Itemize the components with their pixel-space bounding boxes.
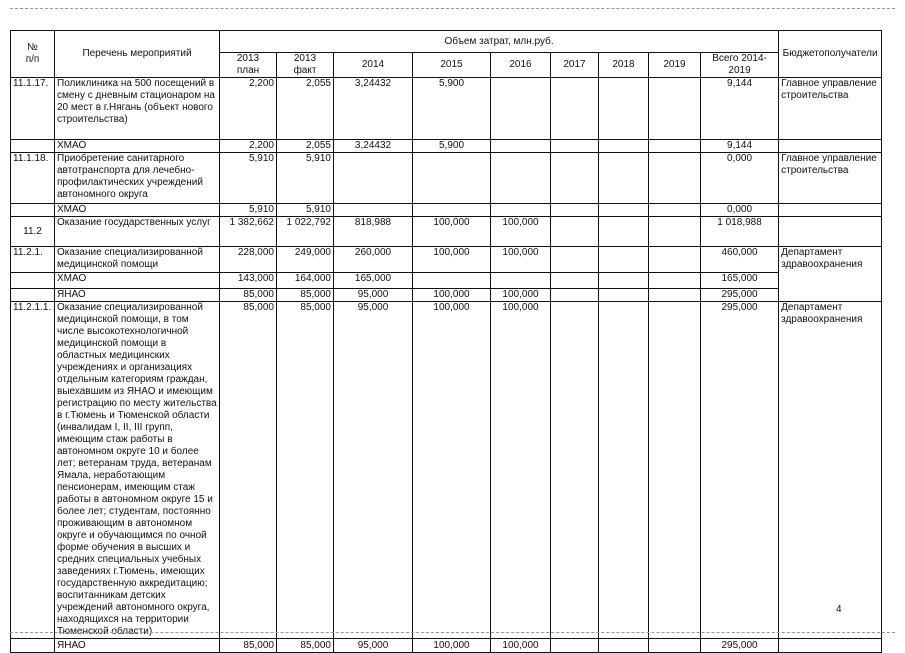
cell-fact: 2,055 — [277, 78, 334, 140]
cell-fact: 164,000 — [277, 273, 334, 289]
cell-2019 — [649, 217, 701, 247]
cell-2015: 100,000 — [413, 639, 491, 653]
cell-recipient — [779, 217, 882, 247]
cell-2018 — [599, 140, 649, 153]
table-row — [11, 289, 882, 302]
cell-2016: 100,000 — [491, 302, 551, 639]
cell-2019 — [649, 289, 701, 302]
col-2015: 2015 — [413, 53, 491, 78]
cell-2015 — [413, 273, 491, 289]
row-name: Приобретение санитарного автотранспорта для лечебно-профилактических учреждений автономного округа — [55, 153, 220, 204]
cell-plan: 2,200 — [220, 140, 277, 153]
row-number: 11.1.18. — [11, 153, 55, 204]
page-number: 4 — [836, 604, 842, 615]
cell-plan: 85,000 — [220, 302, 277, 639]
cell-total: 295,000 — [701, 639, 779, 653]
table-row — [11, 302, 882, 639]
cell-2014: 165,000 — [334, 273, 413, 289]
cell-2017 — [551, 289, 599, 302]
col-2013-fact: 2013 факт — [277, 53, 334, 78]
table-row — [11, 78, 882, 140]
row-name: Оказание государственных услуг — [55, 217, 220, 247]
row-number: 11.2.1. — [11, 247, 55, 273]
cell-2018 — [599, 639, 649, 653]
cell-fact: 85,000 — [277, 302, 334, 639]
cell-2017 — [551, 273, 599, 289]
table-row — [11, 204, 882, 217]
cell-2014: 260,000 — [334, 247, 413, 273]
cell-total: 295,000 — [701, 289, 779, 302]
cell-2019 — [649, 302, 701, 639]
cell-2019 — [649, 639, 701, 653]
cell-plan: 5,910 — [220, 153, 277, 204]
cell-fact: 85,000 — [277, 639, 334, 653]
table-row — [11, 639, 882, 653]
cell-2016 — [491, 153, 551, 204]
cell-plan: 228,000 — [220, 247, 277, 273]
cell-2017 — [551, 639, 599, 653]
cell-2018 — [599, 153, 649, 204]
cell-total: 295,000 — [701, 302, 779, 639]
row-name: ЯНАО — [55, 639, 220, 653]
cell-2019 — [649, 247, 701, 273]
cell-plan: 5,910 — [220, 204, 277, 217]
col-2014: 2014 — [334, 53, 413, 78]
table-row — [11, 247, 882, 273]
cell-2014 — [334, 204, 413, 217]
cell-2016: 100,000 — [491, 247, 551, 273]
cell-2014: 95,000 — [334, 302, 413, 639]
row-number — [11, 273, 55, 289]
cell-2014: 95,000 — [334, 289, 413, 302]
row-number: 11.2 — [11, 217, 55, 247]
col-num-header: № п/п — [11, 31, 55, 78]
cell-2017 — [551, 302, 599, 639]
cell-recipient — [779, 204, 882, 217]
cell-2017 — [551, 247, 599, 273]
col-2013-plan: 2013 план — [220, 53, 277, 78]
col-2019: 2019 — [649, 53, 701, 78]
col-2016: 2016 — [491, 53, 551, 78]
row-number — [11, 289, 55, 302]
top-scan-line — [10, 8, 895, 9]
cell-2016 — [491, 78, 551, 140]
cell-total: 9,144 — [701, 78, 779, 140]
table-row — [11, 140, 882, 153]
cell-2019 — [649, 153, 701, 204]
table-row — [11, 273, 882, 289]
cell-2015: 100,000 — [413, 302, 491, 639]
row-name: ЯНАО — [55, 289, 220, 302]
cell-recipient: Главное управление строительства — [779, 153, 882, 204]
cell-2016: 100,000 — [491, 289, 551, 302]
row-number: 11.1.17. — [11, 78, 55, 140]
cell-plan: 85,000 — [220, 639, 277, 653]
cell-2017 — [551, 140, 599, 153]
cell-total: 0,000 — [701, 204, 779, 217]
row-name: Оказание специализированной медицинской помощи, в том числе высокотехнологичной медицинской помощи в областных медицинских учреждениях и организациях отдельным категориям граждан, выехавшим из ЯНАО и имеющим регистрацию по месту жительства в г.Тюмень и Тюменской области (инвалидам I, II, III групп, имеющим стаж работы в автономном округе 10 и более лет; ветеранам труда, ветеранам Ямала, неработающим пенсионерам, имеющим стаж работы в автономном округе 15 и более лет; студентам, постоянно проживающим в автономном округе и обучающимся по очной форме обучения в высших и средних специальных учебных заведениях г.Тюмень, имеющих государственную аккредитацию; воспитанникам детских учреждений автономного округа, находящихся на территории Тюменской области) — [55, 302, 220, 639]
cell-fact: 85,000 — [277, 289, 334, 302]
cell-recipient — [779, 140, 882, 153]
cell-2014: 3,24432 — [334, 78, 413, 140]
cell-fact: 1 022,792 — [277, 217, 334, 247]
cell-2018 — [599, 273, 649, 289]
cell-2018 — [599, 302, 649, 639]
cell-total: 460,000 — [701, 247, 779, 273]
budget-table — [10, 30, 882, 653]
row-number — [11, 639, 55, 653]
cell-2018 — [599, 204, 649, 217]
col-2017: 2017 — [551, 53, 599, 78]
row-name: Поликлиника на 500 посещений в смену с дневным стационаром на 20 мест в г.Нягань (объект нового строительства) — [55, 78, 220, 140]
cell-fact: 2,055 — [277, 140, 334, 153]
cell-2015: 100,000 — [413, 247, 491, 273]
cell-recipient — [779, 639, 882, 653]
cell-2014 — [334, 153, 413, 204]
row-name: ХМАО — [55, 273, 220, 289]
row-name: Оказание специализированной медицинской помощи — [55, 247, 220, 273]
cell-2018 — [599, 217, 649, 247]
cell-recipient: Главное управление строительства — [779, 78, 882, 140]
cell-2015 — [413, 204, 491, 217]
cell-recipient: Департамент здравоохранения — [779, 302, 882, 639]
cell-fact: 5,910 — [277, 153, 334, 204]
cell-plan: 143,000 — [220, 273, 277, 289]
cell-2018 — [599, 289, 649, 302]
cell-2015: 100,000 — [413, 217, 491, 247]
cell-plan: 1 382,662 — [220, 217, 277, 247]
cell-2017 — [551, 153, 599, 204]
cell-fact: 5,910 — [277, 204, 334, 217]
row-number — [11, 140, 55, 153]
col-2018: 2018 — [599, 53, 649, 78]
cell-2016: 100,000 — [491, 639, 551, 653]
cell-2019 — [649, 78, 701, 140]
cell-2016 — [491, 140, 551, 153]
row-name: ХМАО — [55, 140, 220, 153]
cell-2015: 5,900 — [413, 78, 491, 140]
cell-2016: 100,000 — [491, 217, 551, 247]
cell-plan: 85,000 — [220, 289, 277, 302]
col-cost-header: Объем затрат, млн.руб. — [220, 31, 779, 53]
cell-total: 0,000 — [701, 153, 779, 204]
cell-2018 — [599, 78, 649, 140]
cell-2016 — [491, 273, 551, 289]
cell-2019 — [649, 140, 701, 153]
cell-total: 165,000 — [701, 273, 779, 289]
cell-recipient: Департамент здравоохранения — [779, 247, 882, 302]
row-number — [11, 204, 55, 217]
cell-2019 — [649, 204, 701, 217]
cell-2017 — [551, 204, 599, 217]
header-row-1 — [11, 31, 882, 53]
cell-2014: 95,000 — [334, 639, 413, 653]
col-recipients-header: Бюджетополучатели — [779, 31, 882, 78]
cell-2018 — [599, 247, 649, 273]
cell-2017 — [551, 78, 599, 140]
cell-total: 9,144 — [701, 140, 779, 153]
row-number: 11.2.1.1. — [11, 302, 55, 639]
cell-2017 — [551, 217, 599, 247]
cell-plan: 2,200 — [220, 78, 277, 140]
table-row — [11, 217, 882, 247]
cell-2015: 100,000 — [413, 289, 491, 302]
cell-2015: 5,900 — [413, 140, 491, 153]
cell-2019 — [649, 273, 701, 289]
cell-2014: 818,988 — [334, 217, 413, 247]
col-list-header: Перечень мероприятий — [55, 31, 220, 78]
bottom-scan-line — [10, 632, 895, 633]
cell-fact: 249,000 — [277, 247, 334, 273]
cell-2015 — [413, 153, 491, 204]
table-row — [11, 153, 882, 204]
cell-2016 — [491, 204, 551, 217]
row-name: ХМАО — [55, 204, 220, 217]
cell-total: 1 018,988 — [701, 217, 779, 247]
col-total: Всего 2014- 2019 — [701, 53, 779, 78]
cell-2014: 3,24432 — [334, 140, 413, 153]
